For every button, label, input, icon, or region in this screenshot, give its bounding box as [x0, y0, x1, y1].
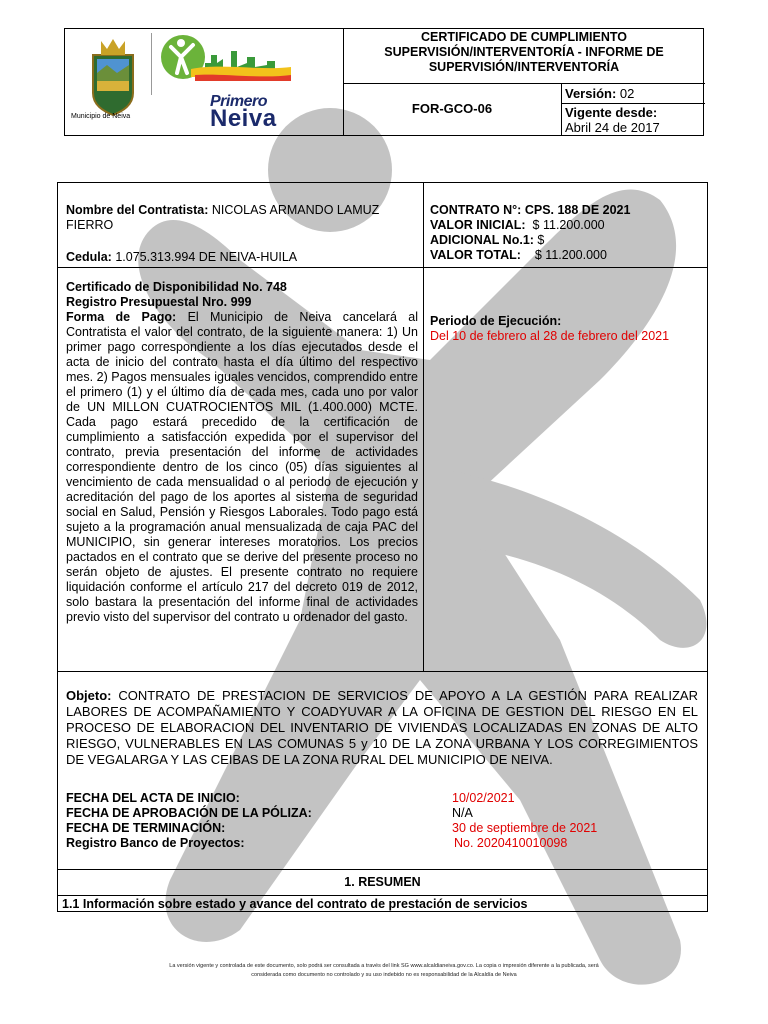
document-code: FOR-GCO-06 — [411, 101, 493, 116]
contract-table — [57, 182, 708, 912]
fecha-aprobacion-poliza-label: FECHA DE APROBACIÓN DE LA PÓLIZA: — [66, 806, 312, 820]
fecha-aprobacion-poliza-value: N/A — [452, 806, 473, 820]
contratista-name — [66, 203, 418, 233]
vigente-label: Vigente desde: — [565, 105, 658, 120]
cedula-value: 1.075.313.994 DE NEIVA-HUILA — [115, 250, 298, 264]
registro-banco-proyectos-label: Registro Banco de Proyectos: — [66, 836, 245, 850]
fecha-acta-inicio-label: FECHA DEL ACTA DE INICIO: — [66, 791, 240, 805]
adicional-value: $ — [537, 233, 545, 247]
version-field — [565, 86, 634, 101]
fecha-terminacion-label: FECHA DE TERMINACIÓN: — [66, 821, 226, 835]
valor-inicial — [430, 218, 702, 233]
objeto-label: Objeto: — [66, 688, 112, 703]
contract-number-value: CPS. 188 DE 2021 — [524, 203, 631, 217]
valor-total-value: $ 11.200.000 — [534, 248, 607, 262]
footer-line-2: considerada como documento no controlado y su uso indebido no es responsabilidad de la Alcaldía de Neiva — [251, 972, 517, 978]
version-value: 02 — [619, 86, 635, 101]
objeto — [66, 688, 698, 768]
valor-total-label: VALOR TOTAL: — [430, 248, 521, 262]
fecha-terminacion-value: 30 de septiembre de 2021 — [452, 821, 598, 835]
objeto-text: CONTRATO DE PRESTACION DE SERVICIOS DE APOYO A LA GESTIÓN PARA REALIZAR LABORES DE ACOMPAÑAMIENTO Y COADYUVAR A LA OFICINA DE GESTION DEL RIESGO EN EL PROCESO DE ELABORACION DEL INVENTARIO DE VIVIENDAS LOCALIZADAS EN ZONAS DE ALTO RIESGO, VULNERABLES EN LAS COMUNAS 5 y 10 DE LA ZONA URBANA Y LOS CORREGIMIENTOS DE VEGALARGA Y LAS CEIBAS DE LA ZONA RURAL DEL MUNICIPIO DE NEIVA. — [66, 688, 698, 767]
resumen-heading: 1. RESUMEN — [344, 875, 421, 889]
primero-neiva-logo-icon — [151, 33, 341, 95]
contract-number — [430, 203, 702, 218]
contratista-cedula — [66, 250, 418, 265]
brand-neiva: Neiva — [210, 105, 277, 132]
vigente-field — [565, 105, 660, 135]
contract-values — [430, 203, 702, 263]
municipality-label: Municipio de Neiva — [71, 113, 131, 120]
registro-banco-proyectos-value: No. 2020410010098 — [454, 836, 568, 850]
valor-total — [430, 248, 702, 263]
header-logo-cell — [65, 29, 343, 135]
cedula-label: Cedula: — [66, 250, 112, 264]
document-title: CERTIFICADO DE CUMPLIMIENTO SUPERVISIÓN/INTERVENTORÍA - INFORME DE SUPERVISIÓN/INTERVENTORÍA — [384, 30, 664, 74]
periodo-value: Del 10 de febrero al 28 de febrero del 2021 — [430, 329, 670, 343]
vigente-value: Abril 24 de 2017 — [565, 120, 660, 135]
forma-de-pago — [66, 310, 418, 625]
periodo-label: Periodo de Ejecución: — [430, 314, 562, 328]
contratista-name-value: NICOLAS ARMANDO LAMUZ FIERRO — [66, 203, 380, 232]
disponibilidad: Certificado de Disponibilidad No. 748 — [66, 280, 287, 294]
registro-presupuestal: Registro Presupuestal Nro. 999 — [66, 295, 252, 309]
fecha-acta-inicio-value: 10/02/2021 — [452, 791, 515, 805]
adicional — [430, 233, 702, 248]
forma-de-pago-label: Forma de Pago: — [66, 310, 177, 324]
document-header — [64, 28, 704, 136]
brand-primero: Primero — [210, 93, 267, 110]
document-footer — [110, 962, 658, 980]
footer-line-1: La versión vigente y controlada de este documento, solo podrá ser consultada a través del link SG www.alcaldianeiva.gov.co. La copia o impresión diferente a la publicada, será — [169, 963, 599, 969]
forma-de-pago-text: El Municipio de Neiva cancelará al Contratista el valor del contrato, de la siguiente manera: 1) Un primer pago correspondiente a los días ejecutados desde el acta de inicio del contrato hasta el día último del respectivo mes. 2) Pagos mensuales iguales vencidos, comprendido entre el primero (1) y el último día de cada mes, cada uno por valor de UN MILLON CUATROCIENTOS MIL (1.400.000) MCTE. Cada pago estará precedido de la certificación de cumplimiento a satisfacción expedida por el supervisor del contrato, previa presentación del informe de actividades correspondiente dentro de los cinco (05) días siguientes al vencimiento de cada mensualidad o al periodo de ejecución y acreditación del pago de los aportes al sistema de seguridad social en Salud, Pensión y Riesgos Laborales. Todo pago está sujeto a la programación anual mensualizada de caja PAC del MUNICIPIO, sin generar intereses moratorios. Los precios pactados en el contrato que se derive del presente proceso no serán objeto de ajustes. El presente contrato no requiere liquidación conforme el artículo 217 del decreto 019 de 2012, solo bastara la presentación del informe final de actividades previo visto del supervisor del contrato u ordenador del gasto. — [66, 310, 418, 624]
valor-inicial-value: $ 11.200.000 — [532, 218, 605, 232]
contratista-name-label: Nombre del Contratista: — [66, 203, 209, 217]
version-label: Versión: — [565, 86, 617, 101]
adicional-label: ADICIONAL No.1: — [430, 233, 534, 247]
resumen-subheading: 1.1 Información sobre estado y avance del contrato de prestación de servicios — [62, 897, 528, 911]
valor-inicial-label: VALOR INICIAL: — [430, 218, 526, 232]
contract-number-label: CONTRATO N°: — [430, 203, 522, 217]
